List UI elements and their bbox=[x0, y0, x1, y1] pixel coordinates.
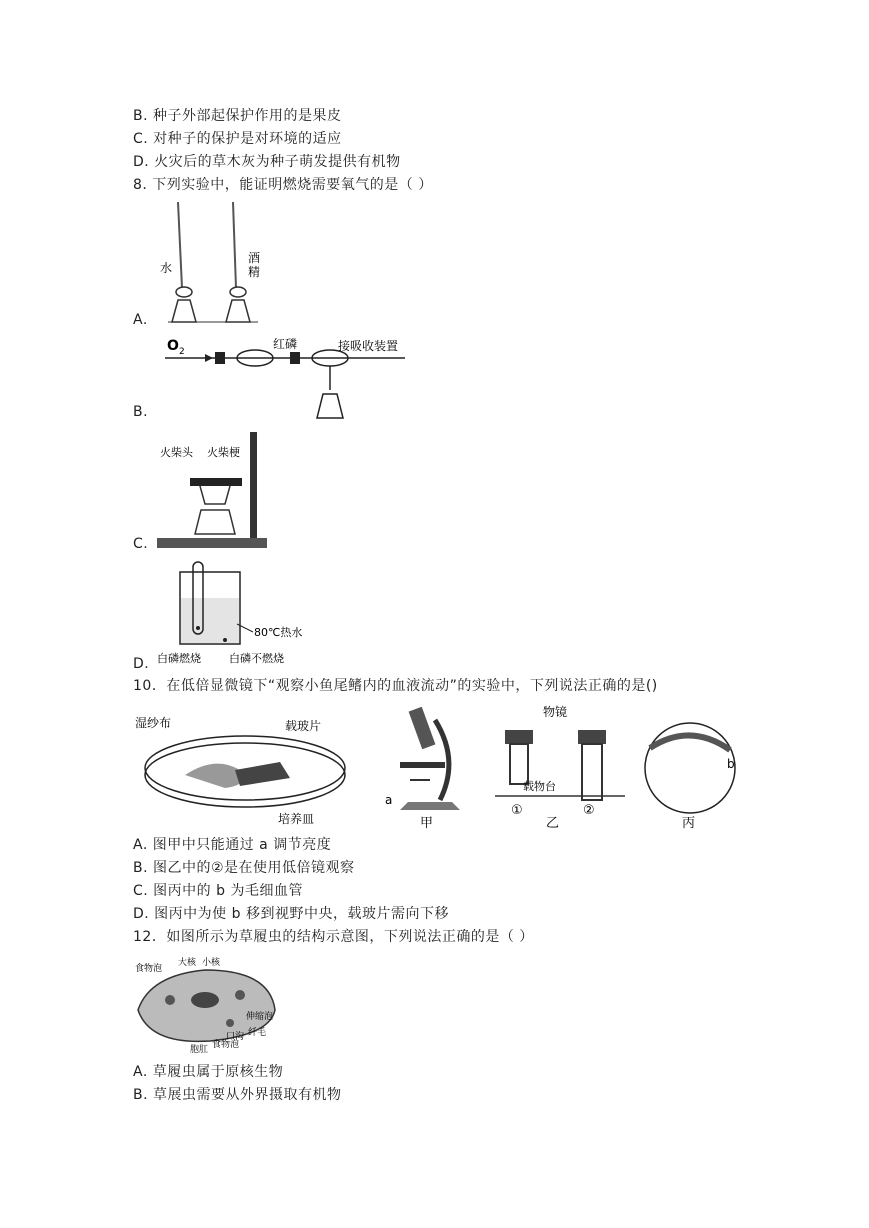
q10-option-b: B. 图乙中的②是在使用低倍镜观察 bbox=[133, 860, 355, 876]
fig-a-alcohol-label-1: 酒 bbox=[248, 251, 261, 265]
q8-figure-d bbox=[155, 558, 325, 668]
q10-option-a: A. 图甲中只能通过 a 调节亮度 bbox=[133, 837, 332, 853]
fig-b-absorber: 接吸收装置 bbox=[338, 339, 399, 353]
q8-option-a-label: A. bbox=[133, 312, 148, 328]
q12-paramecium-figure bbox=[130, 955, 280, 1055]
fig-b-o2-sub: 2 bbox=[179, 347, 185, 357]
q10-stem: 10．在低倍显微镜下“观察小鱼尾鳍内的血液流动”的实验中，下列说法正确的是() bbox=[133, 678, 658, 694]
q8-stem: 8. 下列实验中，能证明燃烧需要氧气的是（ ） bbox=[133, 177, 433, 193]
q12-fig-cilia: 纤毛 bbox=[248, 1028, 267, 1038]
q8-option-c-label: C. bbox=[133, 536, 149, 552]
q10-fig-jia: 甲 bbox=[420, 816, 434, 830]
q10-fig-b: b bbox=[727, 757, 735, 771]
fig-d-white-p-burn: 白磷燃烧 bbox=[157, 652, 201, 665]
fig-c-match-head: 火柴头 bbox=[160, 446, 193, 459]
q8-option-b-label: B. bbox=[133, 404, 149, 420]
q10-option-c: C. 图丙中的 b 为毛细血管 bbox=[133, 883, 303, 899]
fig-b-red-phosphorus: 红磷 bbox=[273, 337, 298, 351]
q10-fig-yi: 乙 bbox=[546, 816, 560, 830]
q12-fig-food-vacuole: 食物泡 bbox=[135, 964, 163, 974]
q12-fig-oral-groove: 口沟 bbox=[226, 1032, 245, 1042]
q12-fig-anal-pore: 胞肛 bbox=[190, 1045, 209, 1055]
q8-figure-a bbox=[158, 200, 270, 325]
fig-d-white-p-no: 白磷不燃烧 bbox=[229, 652, 284, 665]
q10-fig-circle2: ② bbox=[583, 803, 595, 818]
q12-stem: 12．如图所示为草履虫的结构示意图，下列说法正确的是（ ） bbox=[133, 929, 534, 945]
fig-d-hot-water: 80℃热水 bbox=[254, 626, 303, 639]
q10-figure bbox=[130, 700, 745, 830]
fig-b-o2: O bbox=[167, 338, 179, 354]
q10-fig-bing: 丙 bbox=[682, 816, 696, 830]
q12-fig-contractile: 伸缩泡 bbox=[246, 1012, 274, 1022]
q10-fig-slide: 载玻片 bbox=[285, 719, 322, 733]
fig-a-water-label: 水 bbox=[160, 261, 173, 275]
q10-option-d: D. 图丙中为使 b 移到视野中央，载玻片需向下移 bbox=[133, 906, 449, 922]
q8-figure-c bbox=[155, 430, 270, 550]
q7-option-b: B. 种子外部起保护作用的是果皮 bbox=[133, 108, 342, 124]
q10-fig-wet-gauze: 湿纱布 bbox=[135, 716, 172, 730]
q8-figure-b bbox=[155, 330, 413, 420]
q10-fig-stage: 载物台 bbox=[523, 780, 556, 793]
q7-option-c: C. 对种子的保护是对环境的适应 bbox=[133, 131, 342, 147]
q10-fig-objective: 物镜 bbox=[543, 705, 568, 719]
q7-option-d: D. 火灾后的草木灰为种子萌发提供有机物 bbox=[133, 154, 401, 170]
fig-c-match-stick: 火柴梗 bbox=[207, 446, 240, 459]
fig-a-alcohol-label-2: 精 bbox=[248, 265, 261, 279]
q10-fig-dish: 培养皿 bbox=[278, 812, 315, 826]
q8-option-d-label: D. bbox=[133, 656, 150, 672]
q10-fig-circle1: ① bbox=[511, 803, 523, 818]
q12-fig-food-vacuole-2: 食物泡 bbox=[212, 1040, 240, 1050]
q12-fig-macronucleus: 大核 bbox=[178, 958, 197, 968]
q12-fig-micronucleus: 小核 bbox=[202, 958, 221, 968]
q12-option-a: A. 草履虫属于原核生物 bbox=[133, 1064, 284, 1080]
q12-option-b: B. 草展虫需要从外界摄取有机物 bbox=[133, 1087, 342, 1103]
q10-fig-a: a bbox=[385, 793, 393, 807]
